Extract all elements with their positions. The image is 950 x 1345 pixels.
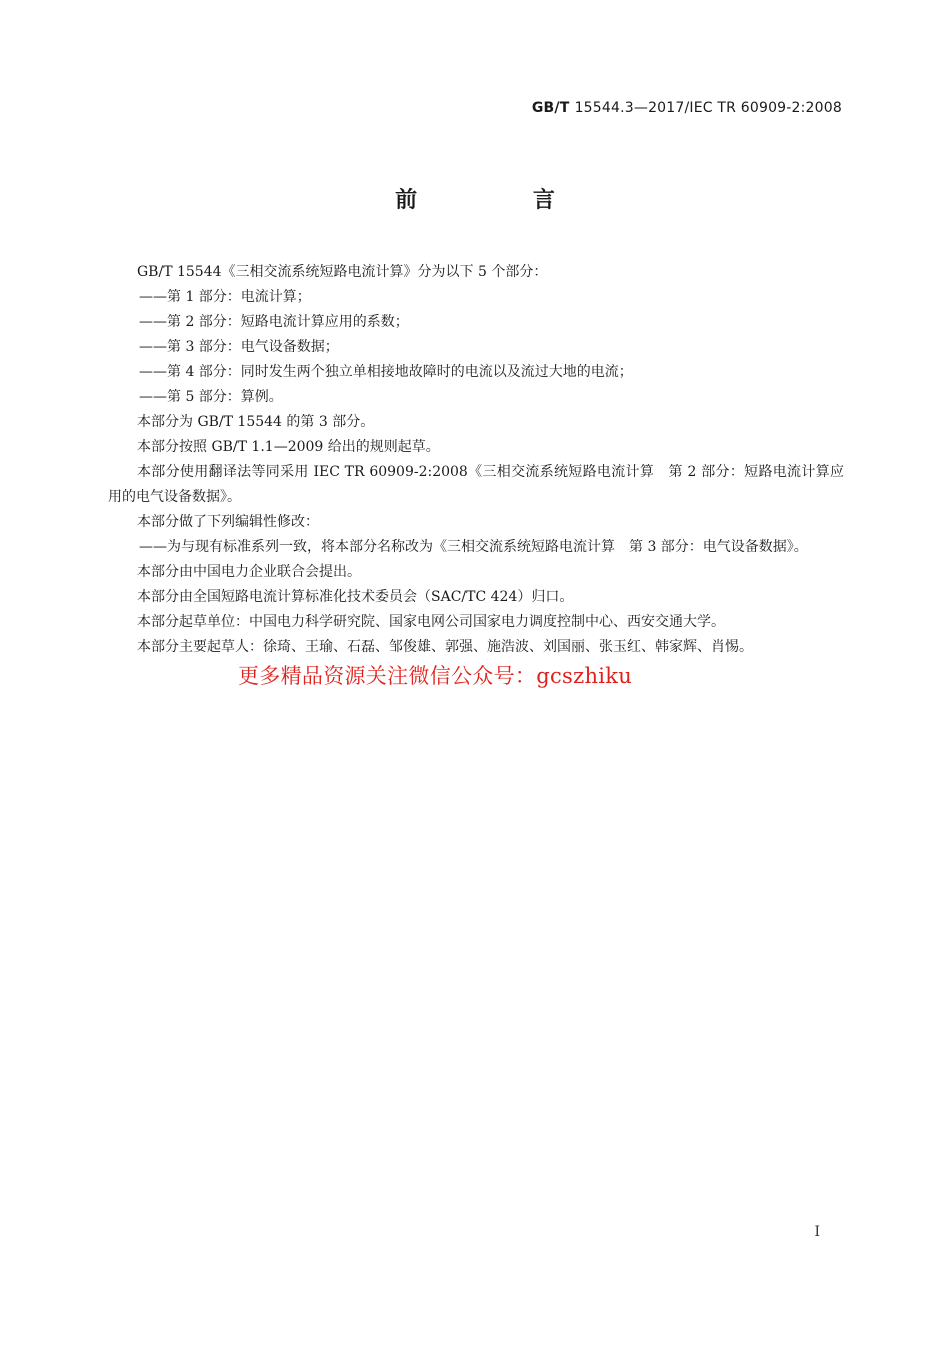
paragraph-this-part: 本部分为 GB/T 15544 的第 3 部分。 <box>137 414 375 430</box>
paragraph-drafting-rules: 本部分按照 GB/T 1.1—2009 给出的规则起草。 <box>137 439 440 455</box>
paragraph-edits-intro: 本部分做了下列编辑性修改： <box>137 514 319 530</box>
paragraph-intro: GB/T 15544《三相交流系统短路电流计算》分为以下 5 个部分： <box>137 264 548 280</box>
paragraph-translation: 本部分使用翻译法等同采用 IEC TR 60909-2:2008《三相交流系统短路电流计算 第 2 部分：短路电流计算应用的电气设备数据》。 <box>108 464 844 505</box>
list-item-part2: ——第 2 部分：短路电流计算应用的系数； <box>139 314 409 330</box>
foreword-body <box>108 260 844 660</box>
paragraph-proposed-by: 本部分由中国电力企业联合会提出。 <box>137 564 361 580</box>
list-item-edit1: ——为与现有标准系列一致，将本部分名称改为《三相交流系统短路电流计算 第 3 部分：电气设备数据》。 <box>139 539 808 555</box>
page-number: I <box>814 1224 820 1240</box>
paragraph-drafters: 本部分主要起草人：徐琦、王瑜、石磊、邹俊雄、郭强、施浩波、刘国丽、张玉红、韩家辉、肖惕。 <box>137 639 753 655</box>
standard-number-header <box>532 100 842 116</box>
page-title: 前 言 <box>395 188 609 213</box>
standard-prefix: GB/T <box>531 100 570 116</box>
standard-number: 15544.3—2017/IEC TR 60909-2:2008 <box>574 100 842 116</box>
list-item-part1: ——第 1 部分：电流计算； <box>139 289 311 305</box>
paragraph-managed-by: 本部分由全国短路电流计算标准化技术委员会（SAC/TC 424）归口。 <box>137 589 574 605</box>
watermark-overlay: 更多精品资源关注微信公众号：gcszhiku <box>238 664 633 688</box>
list-item-part4: ——第 4 部分：同时发生两个独立单相接地故障时的电流以及流过大地的电流； <box>139 364 633 380</box>
list-item-part5: ——第 5 部分：算例。 <box>139 389 283 405</box>
list-item-part3: ——第 3 部分：电气设备数据； <box>139 339 339 355</box>
paragraph-drafting-units: 本部分起草单位：中国电力科学研究院、国家电网公司国家电力调度控制中心、西安交通大学。 <box>137 614 725 630</box>
